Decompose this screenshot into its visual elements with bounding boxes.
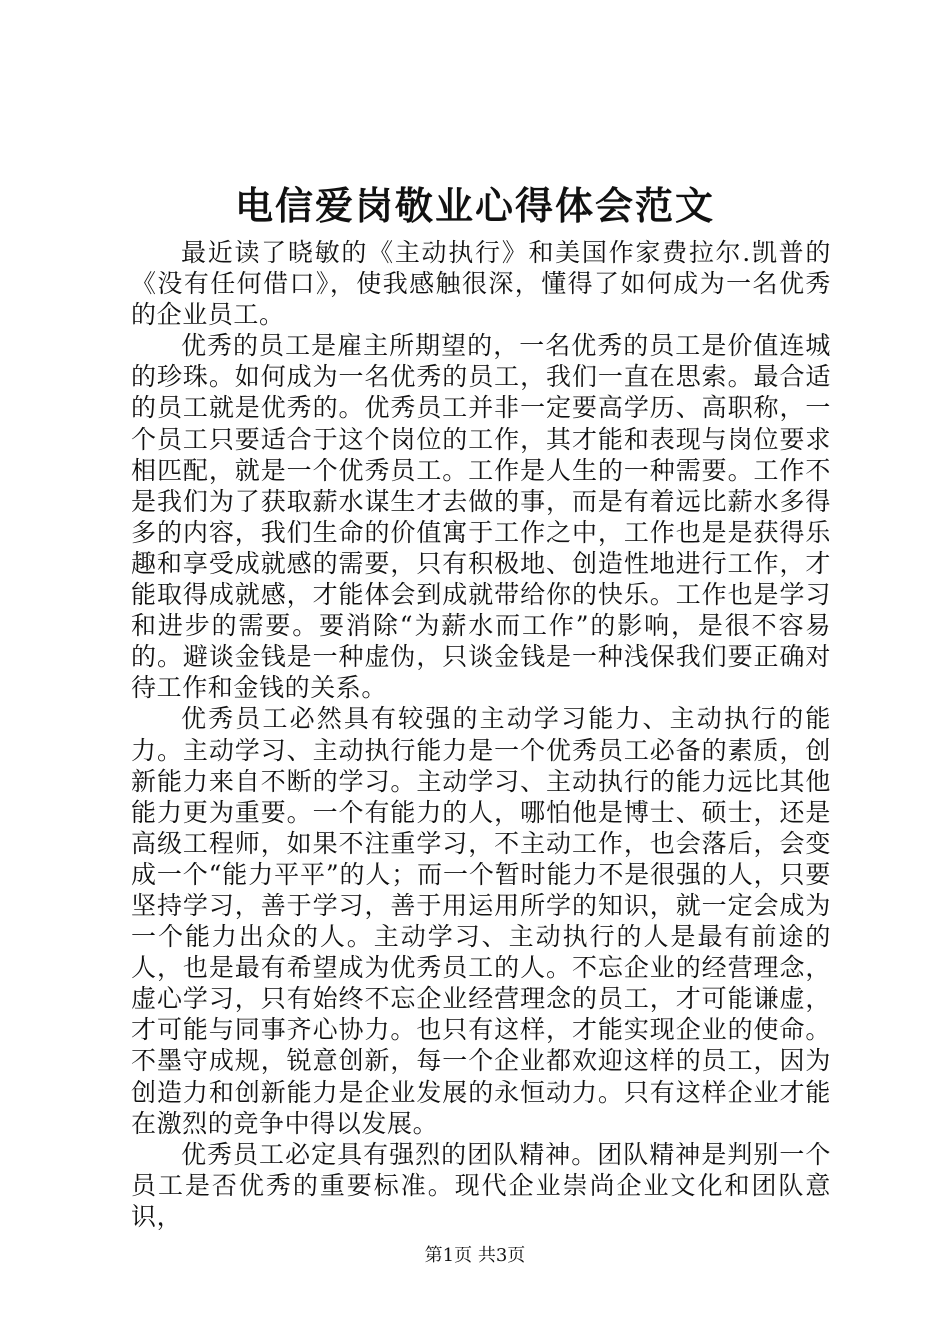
document-title: 电信爱岗敬业心得体会范文 xyxy=(234,183,715,228)
page-footer: 第1页 共3页 xyxy=(424,1245,526,1266)
document-body xyxy=(131,237,831,1232)
paragraph-intro: 最近读了晓敏的《主动执行》和美国作家费拉尔.凯普的《没有任何借口》，使我感触很深，懂得了如何成为一名优秀的企业员工。 xyxy=(131,238,831,330)
paragraph-team-spirit: 优秀员工必定具有强烈的团队精神。团队精神是判别一个员工是否优秀的重要标准。现代企业崇尚企业文化和团队意识， xyxy=(131,1139,831,1231)
paragraph-excellent-employee: 优秀的员工是雇主所期望的，一名优秀的员工是价值连城的珍珠。如何成为一名优秀的员工，我们一直在思索。最合适的员工就是优秀的。优秀员工并非一定要高学历、高职称，一个员工只要适合于这个岗位的工作，其才能和表现与岗位要求相匹配，就是一个优秀员工。工作是人生的一种需要。工作不是我们为了获取薪水谋生才去做的事，而是有着远比薪水多得多的内容，我们生命的价值寓于工作之中，工作也是是获得乐趣和享受成就感的需要，只有积极地、创造性地进行工作，才能取得成就感，才能体会到成就带给你的快乐。工作也是学习和进步的需要。要消除“为薪水而工作”的影响，是很不容易的。避谈金钱是一种虚伪，只谈金钱是一种浅保我们要正确对待工作和金钱的关系。 xyxy=(131,331,831,703)
paragraph-active-learning: 优秀员工必然具有较强的主动学习能力、主动执行的能力。主动学习、主动执行能力是一个优秀员工必备的素质，创新能力来自不断的学习。主动学习、主动执行的能力远比其他能力更为重要。一个有能力的人，哪怕他是博士、硕士，还是高级工程师，如果不注重学习，不主动工作，也会落后，会变成一个“能力平平”的人；而一个暂时能力不是很强的人，只要坚持学习，善于学习，善于用运用所学的知识，就一定会成为一个能力出众的人。主动学习、主动执行的人是最有前途的人，也是最有希望成为优秀员工的人。不忘企业的经营理念，虚心学习，只有始终不忘企业经营理念的员工，才可能谦虚，才可能与同事齐心协力。也只有这样，才能实现企业的使命。不墨守成规，锐意创新，每一个企业都欢迎这样的员工，因为创造力和创新能力是企业发展的永恒动力。只有这样企业才能在激烈的竞争中得以发展。 xyxy=(131,704,831,1138)
